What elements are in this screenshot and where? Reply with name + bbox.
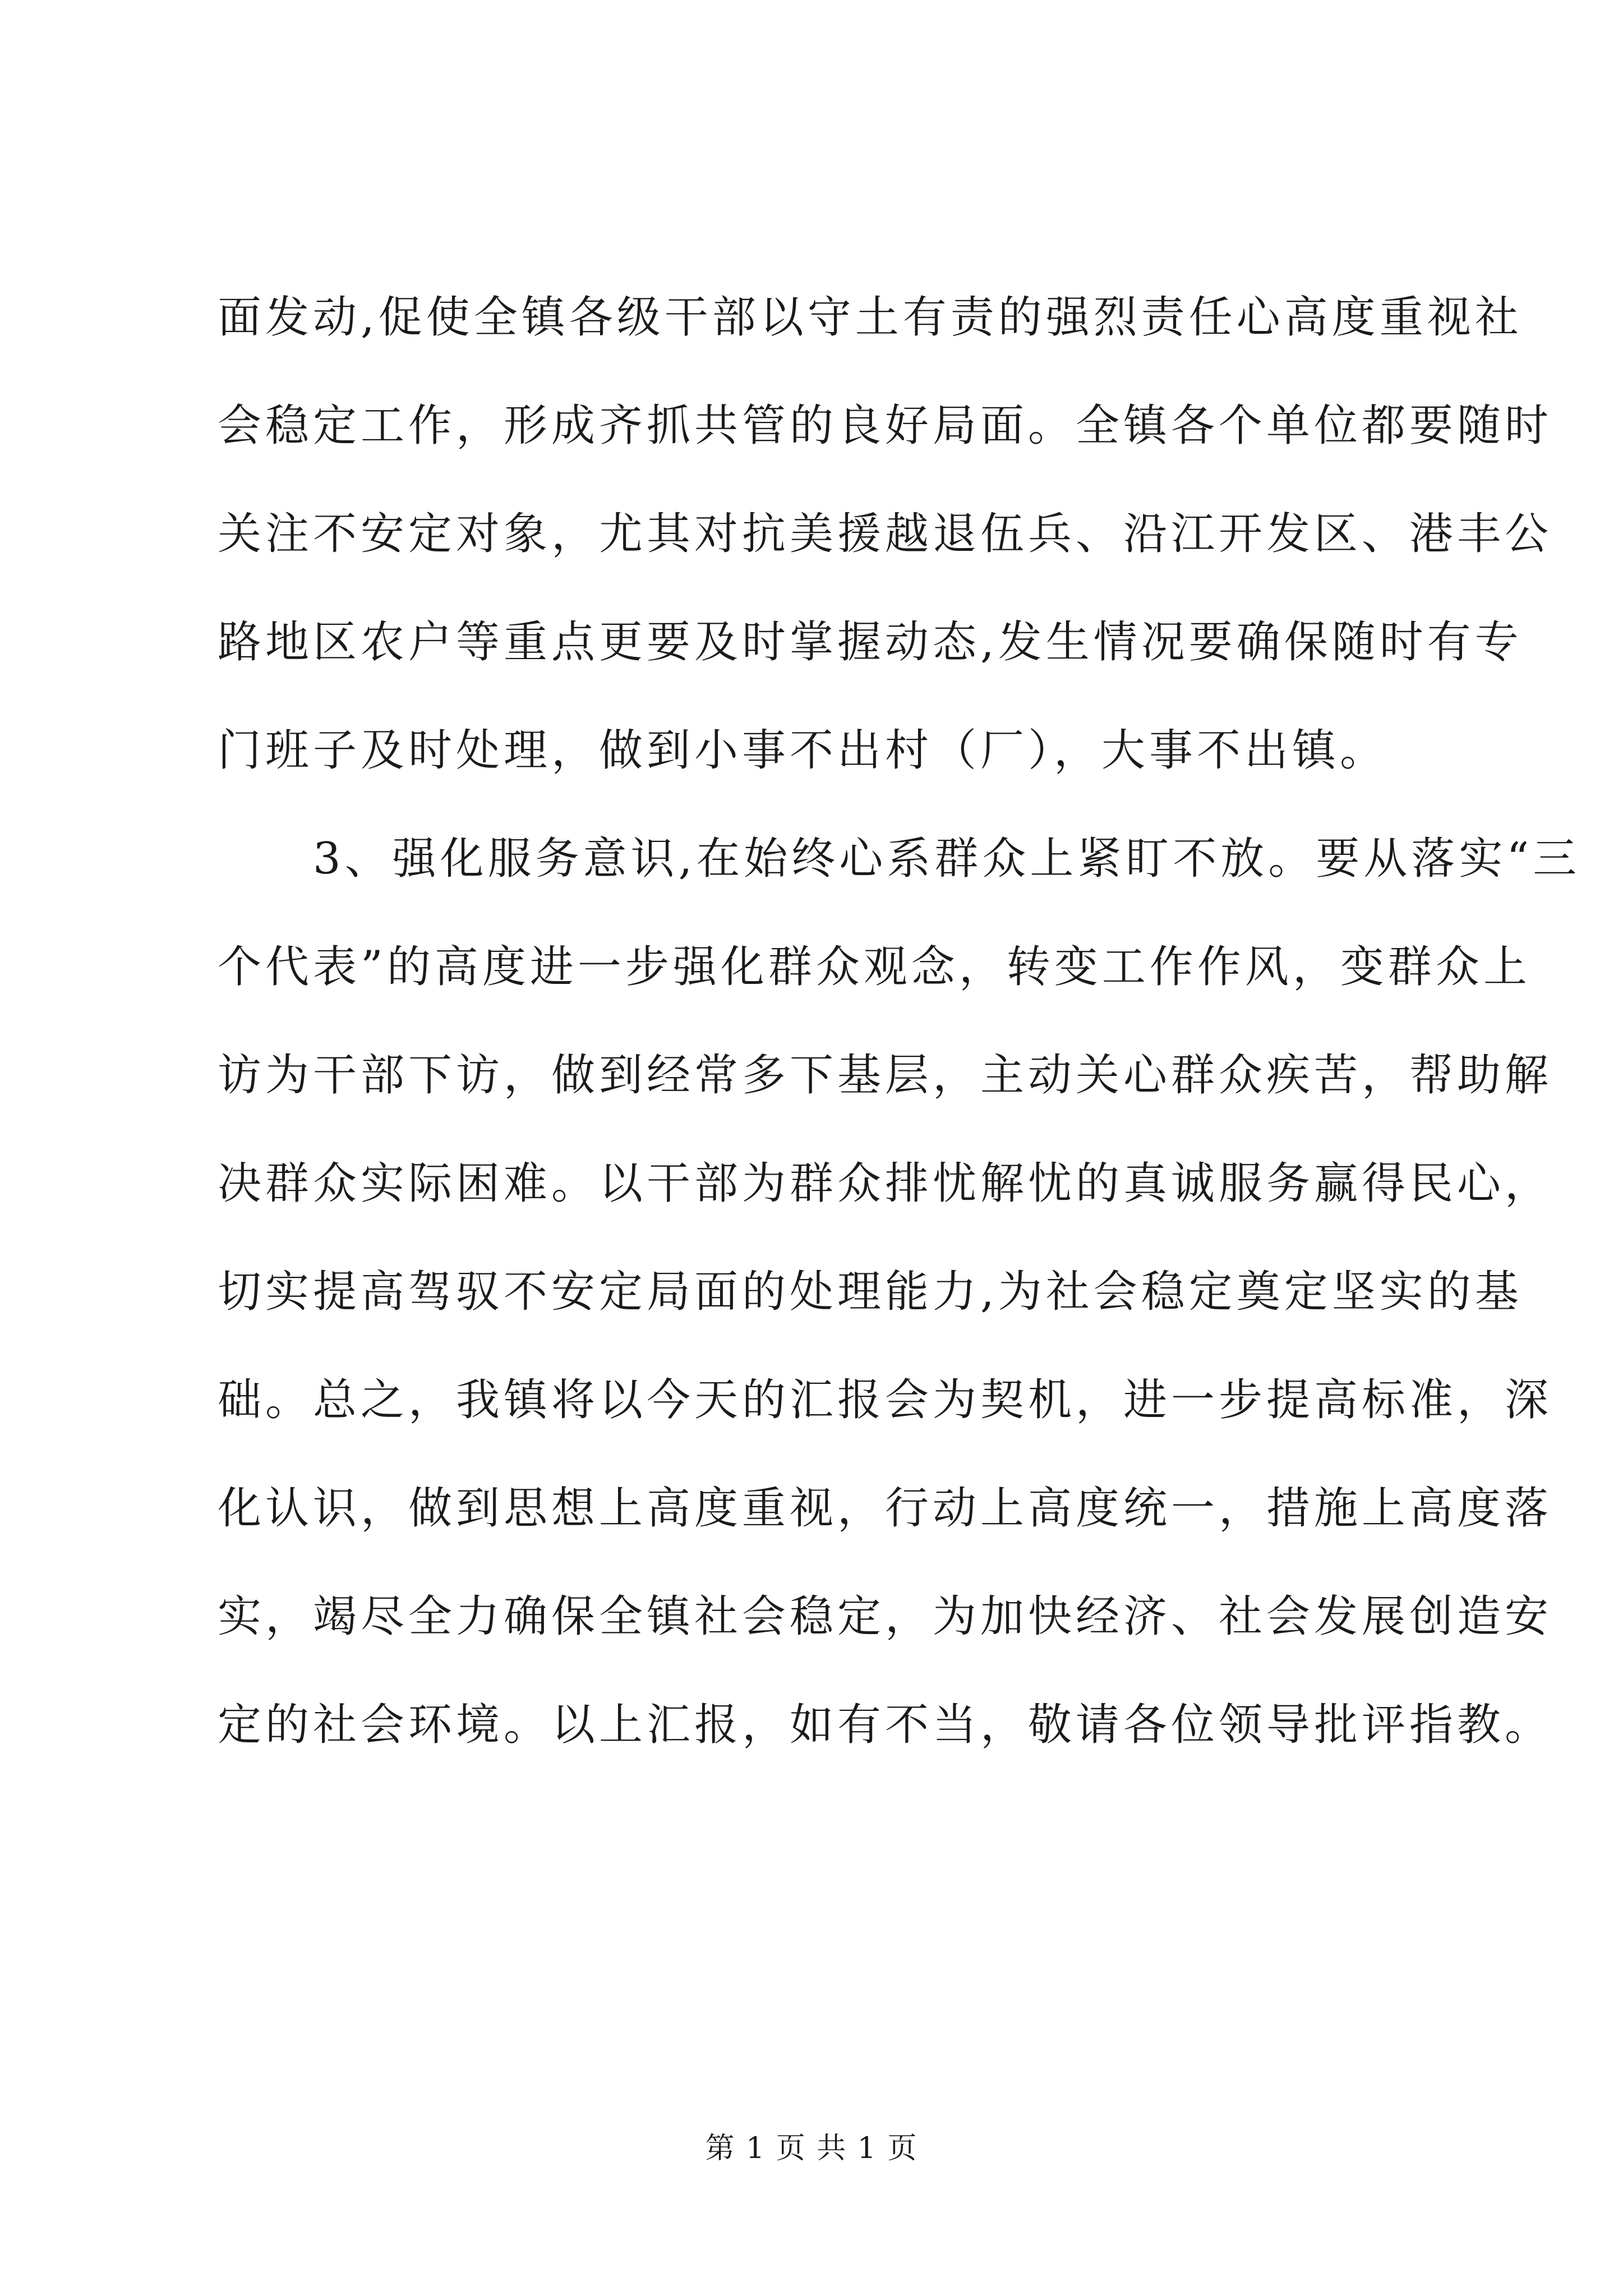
text-line: 会稳定工作，形成齐抓共管的良好局面。全镇各个单位都要随时 xyxy=(218,401,1553,451)
text-line: 3、强化服务意识,在始终心系群众上紧盯不放。要从落实“三 xyxy=(218,834,1581,884)
text-line: 面发动,促使全镇各级干部以守土有责的强烈责任心高度重视社 xyxy=(218,292,1523,343)
text-line: 个代表”的高度进一步强化群众观念，转变工作作风，变群众上 xyxy=(218,942,1531,992)
body-text xyxy=(218,264,1581,1779)
text-line: 门班子及时处理，做到小事不出村（厂），大事不出镇。 xyxy=(218,725,1388,776)
text-line: 础。总之，我镇将以今天的汇报会为契机，进一步提高标准，深 xyxy=(218,1375,1553,1425)
text-line: 化认识，做到思想上高度重视，行动上高度统一，措施上高度落 xyxy=(218,1483,1553,1534)
page-number: 第 1 页 共 1 页 xyxy=(705,2132,918,2165)
text-line: 决群众实际困难。以干部为群众排忧解忧的真诚服务赢得民心， xyxy=(218,1158,1553,1209)
page-footer xyxy=(0,2126,1623,2171)
text-line: 关注不安定对象，尤其对抗美援越退伍兵、沿江开发区、港丰公 xyxy=(218,509,1553,559)
text-line: 定的社会环境。以上汇报，如有不当，敬请各位领导批评指教。 xyxy=(218,1700,1553,1750)
text-line: 实，竭尽全力确保全镇社会稳定，为加快经济、社会发展创造安 xyxy=(218,1591,1553,1642)
text-line: 切实提高驾驭不安定局面的处理能力,为社会稳定奠定坚实的基 xyxy=(218,1267,1523,1317)
text-line: 路地区农户等重点更要及时掌握动态,发生情况要确保随时有专 xyxy=(218,617,1523,668)
text-line: 访为干部下访，做到经常多下基层，主动关心群众疾苦，帮助解 xyxy=(218,1050,1553,1101)
